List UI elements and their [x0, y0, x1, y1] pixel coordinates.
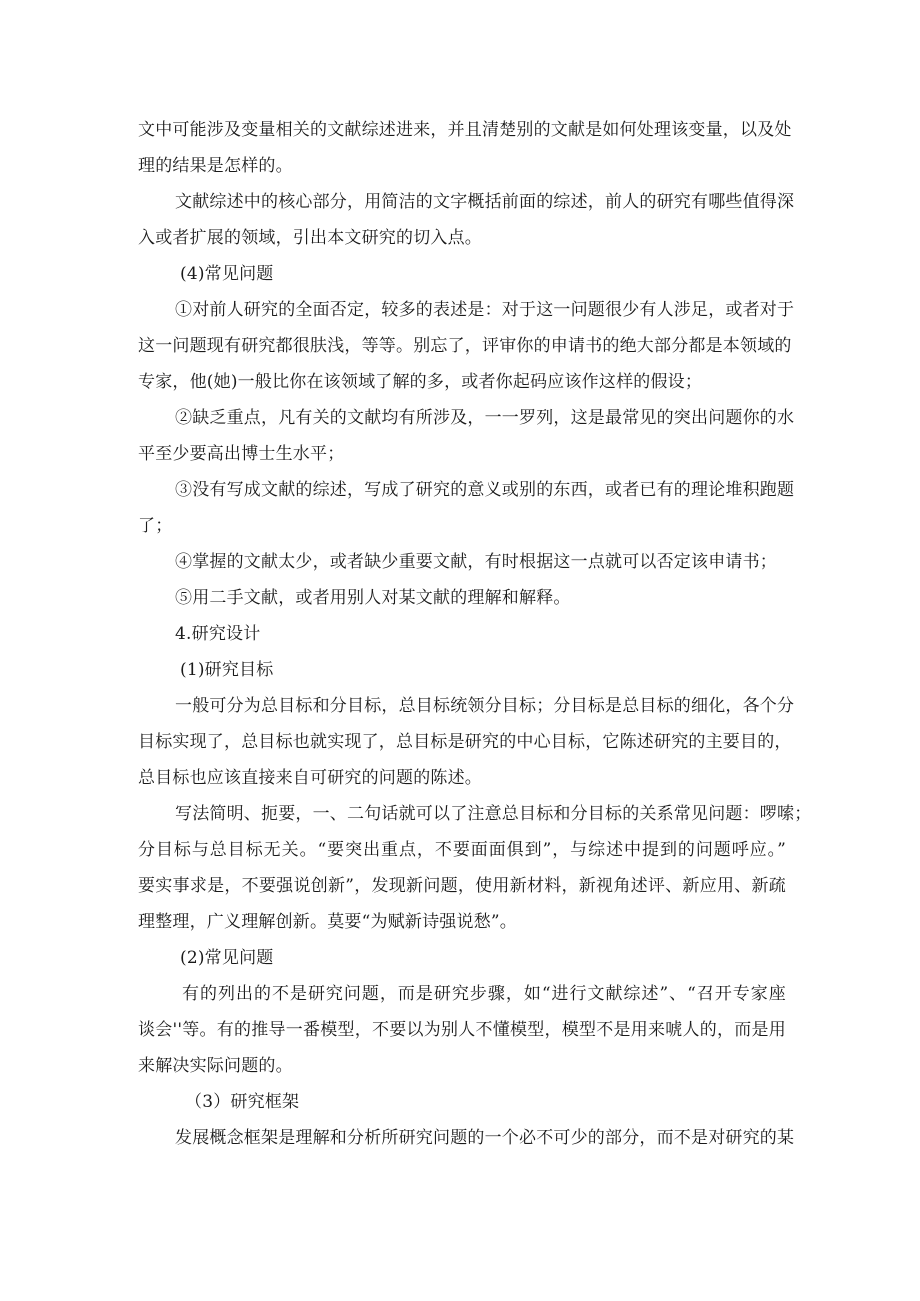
body-text-line: 理的结果是怎样的。: [138, 156, 293, 176]
body-text-line: 入或者扩展的领域，引出本文研究的切入点。: [138, 228, 482, 248]
body-text-line: 文献综述中的核心部分，用简洁的文字概括前面的综述，前人的研究有哪些值得深: [175, 192, 795, 212]
body-text-line: 这一问题现有研究都很肤浅，等等。别忘了，评审你的申请书的绝大部分都是本领域的: [138, 336, 792, 356]
body-text-line: 要实事求是，不要强说创新”，发现新问题，使用新材料，新视角述评、新应用、新疏: [138, 876, 786, 896]
body-text-line: 一般可分为总目标和分目标，总目标统领分目标；分目标是总目标的细化，各个分: [175, 696, 795, 716]
body-text-line: 总目标也应该直接来自可研究的问题的陈述。: [138, 768, 482, 788]
body-text-line: 发展概念框架是理解和分析所研究问题的一个必不可少的部分，而不是对研究的某: [175, 1128, 795, 1148]
body-text-line: 谈会''等。有的推导一番模型，不要以为别人不懂模型，模型不是用来唬人的，而是用: [138, 1020, 786, 1040]
body-text-line: 文中可能涉及变量相关的文献综述进来，并且清楚别的文献是如何处理该变量，以及处: [138, 120, 792, 140]
body-text-line: 写法简明、扼要，一、二句话就可以了注意总目标和分目标的关系常见问题：啰嗦；: [175, 804, 812, 824]
body-text-line: ①对前人研究的全面否定，较多的表述是：对于这一问题很少有人涉足，或者对于: [175, 300, 795, 320]
body-text-line: 有的列出的不是研究问题，而是研究步骤，如“进行文献综述”、“召开专家座: [182, 984, 786, 1004]
body-text-line: ②缺乏重点，凡有关的文献均有所涉及，一一罗列，这是最常见的突出问题你的水: [175, 408, 795, 428]
section-heading: (4)常见问题: [180, 264, 274, 284]
body-text-line: 理整理，广义理解创新。莫要“为赋新诗强说愁”。: [138, 912, 517, 932]
section-heading: (2)常见问题: [180, 948, 274, 968]
body-text-line: 分目标与总目标无关。“要突出重点，不要面面俱到”，与综述中提到的问题呼应。”: [138, 840, 786, 860]
body-text-line: ④掌握的文献太少，或者缺少重要文献，有时根据这一点就可以否定该申请书；: [175, 552, 777, 572]
body-text-line: 了；: [138, 516, 173, 536]
body-text-line: 平至少要高出博士生水平；: [138, 444, 345, 464]
section-heading: (1)研究目标: [180, 660, 274, 680]
body-text-line: ⑤用二手文献，或者用别人对某文献的理解和解释。: [175, 588, 571, 608]
section-heading: （3）研究框架: [185, 1092, 300, 1112]
body-text-line: 目标实现了，总目标也就实现了，总目标是研究的中心目标，它陈述研究的主要目的，: [138, 732, 792, 752]
section-heading: 4.研究设计: [175, 624, 261, 644]
body-text-line: 来解决实际问题的。: [138, 1056, 293, 1076]
body-text-line: 专家，他(她)一般比你在该领域了解的多，或者你起码应该作这样的假设；: [138, 372, 703, 392]
body-text-line: ③没有写成文献的综述，写成了研究的意义或别的东西，或者已有的理论堆积跑题: [175, 480, 795, 500]
